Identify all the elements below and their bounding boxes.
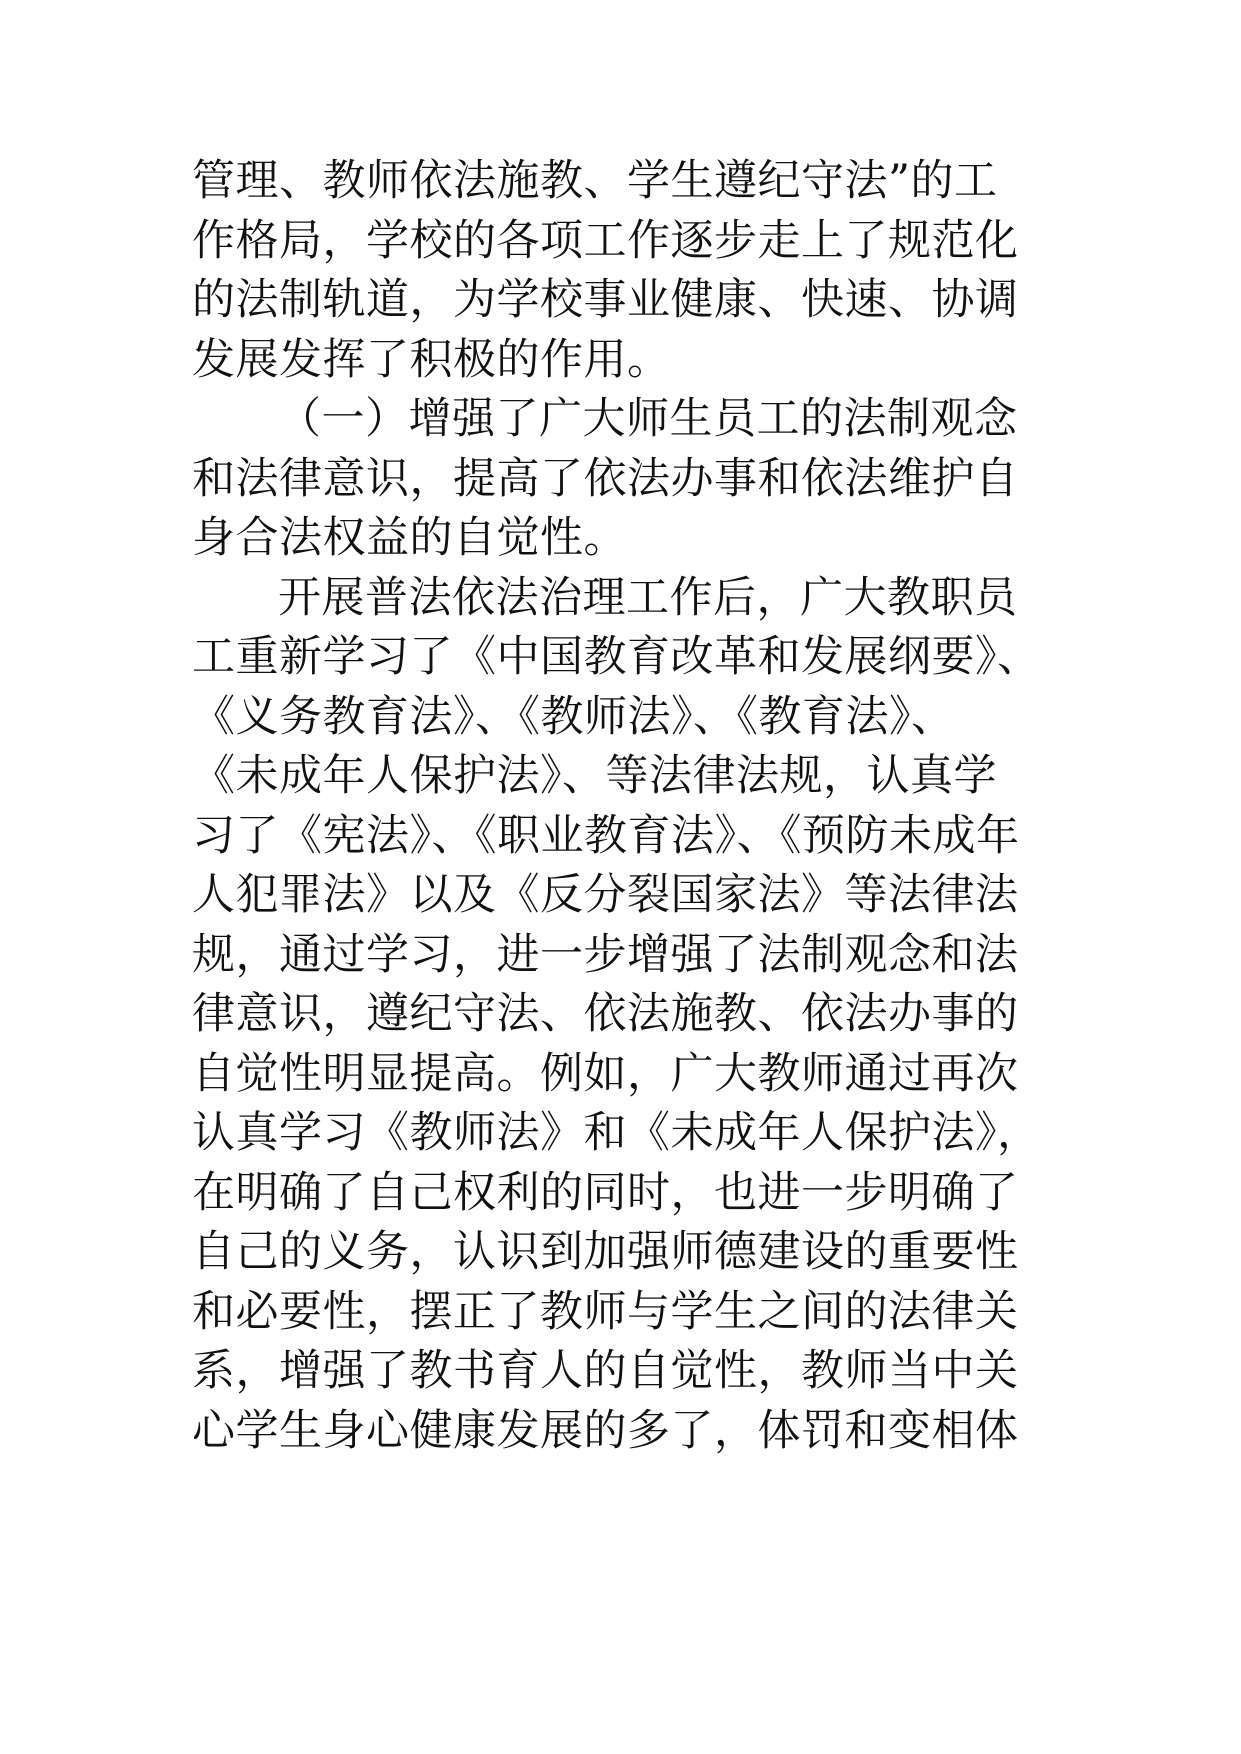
text-line: 身合法权益的自觉性。 (192, 513, 627, 563)
text-line: 律意识，遵纪守法、依法施教、依法办事的 (192, 989, 1019, 1039)
text-line: 习了《宪法》、《职业教育法》、《预防未成年 (192, 810, 1020, 861)
text-line: 《未成年人保护法》、等法律法规，认真学 (192, 751, 997, 801)
text-line: 系，增强了教书育人的自觉性，教师当中关 (192, 1346, 1019, 1396)
text-line: 《义务教育法》、《教师法》、《教育法》、 (192, 691, 955, 742)
text-line: 和必要性，摆正了教师与学生之间的法律关 (192, 1286, 1019, 1337)
text-line: 规，通过学习，进一步增强了法制观念和法 (192, 929, 1019, 980)
text-line: 和法律意识，提高了依法办事和依法维护自 (192, 453, 1019, 504)
text-line: 认真学习《教师法》和《未成年人保护法》， (192, 1108, 1041, 1158)
text-line: 作格局，学校的各项工作逐步走上了规范化 (192, 215, 1019, 266)
body-text (192, 152, 1112, 1461)
text-line: 管理、教师依法施教、学生遵纪守法”的工 (192, 156, 998, 206)
text-line: 心学生身心健康发展的多了，体罚和变相体 (192, 1405, 1019, 1456)
text-line: 工重新学习了《中国教育改革和发展纲要》、 (192, 632, 1041, 682)
text-line: 自觉性明显提高。例如，广大教师通过再次 (192, 1048, 1019, 1099)
text-line: 自己的义务，认识到加强师德建设的重要性 (192, 1227, 1019, 1277)
section-heading: （一）增强了广大师生员工的法制观念 (278, 394, 1018, 444)
paragraph-first-line: 开展普法依法治理工作后，广大教职员 (278, 572, 1018, 623)
text-line: 在明确了自己权利的同时，也进一步明确了 (192, 1167, 1019, 1218)
text-line: 发展发挥了积极的作用。 (192, 334, 671, 385)
text-line: 的法制轨道，为学校事业健康、快速、协调 (192, 275, 1019, 325)
text-line: 人犯罪法》以及《反分裂国家法》等法律法 (192, 870, 1019, 920)
